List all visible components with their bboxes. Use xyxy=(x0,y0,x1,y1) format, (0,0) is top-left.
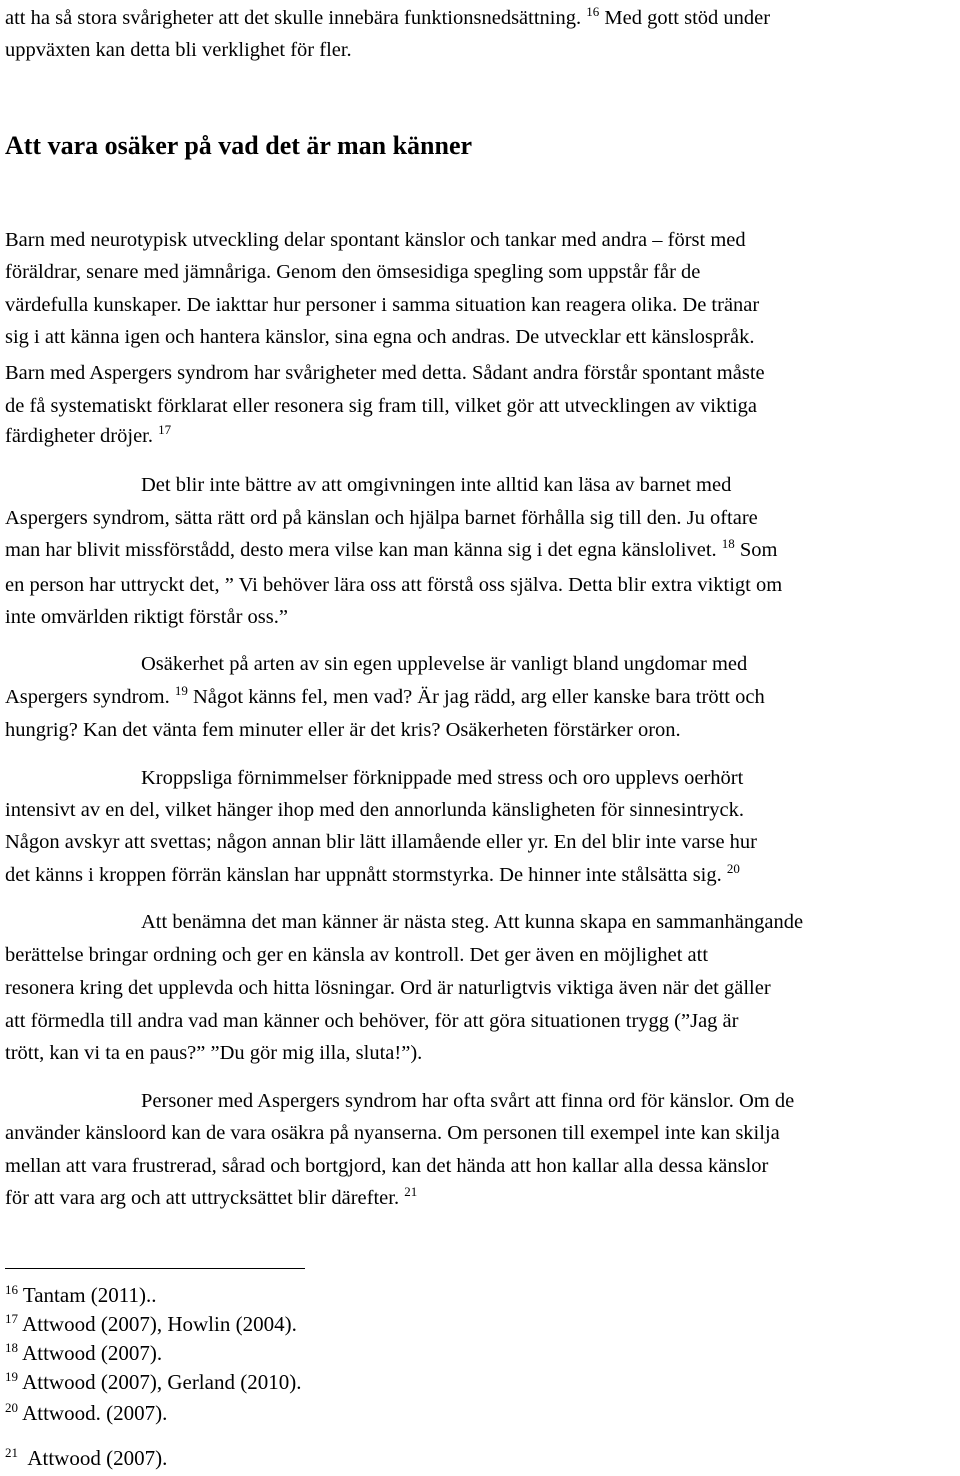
text-run: värdefulla kunskaper. De iakttar hur personer i samma situation kan reagera olika. De tränar xyxy=(5,294,760,316)
text-run: Personer med Aspergers syndrom har ofta svårt att finna ord för känslor. Om de xyxy=(141,1090,795,1112)
body-text-line xyxy=(5,1185,417,1211)
text-run: Attwood (2007), Gerland (2010). xyxy=(18,1370,302,1394)
text-run: Barn med neurotypisk utveckling delar spontant känslor och tankar med andra – först med xyxy=(5,229,746,251)
body-text-line xyxy=(5,324,754,350)
text-run: använder känsloord kan de vara osäkra på nyanserna. Om personen till exempel inte kan skilja xyxy=(5,1122,780,1144)
body-text-line xyxy=(5,1040,422,1066)
footnote-ref: 18 xyxy=(5,1340,18,1355)
text-run: berättelse bringar ordning och ger en känsla av kontroll. Det ger även en möjlighet att xyxy=(5,944,709,966)
text-run: resonera kring det upplevda och hitta lösningar. Ord är naturligtvis viktiga även när det gäller xyxy=(5,977,771,999)
body-text-line xyxy=(5,505,758,531)
text-run: föräldrar, senare med jämnåriga. Genom den ömsesidiga spegling som uppstår får de xyxy=(5,261,701,283)
text-run: att förmedla till andra vad man känner och behöver, för att göra situationen trygg (”Jag är xyxy=(5,1010,739,1032)
footnote xyxy=(5,1282,157,1308)
text-run: mellan att vara frustrerad, sårad och bortgjord, kan det hända att hon kallar alla dessa känslor xyxy=(5,1155,769,1177)
text-run: Tantam (2011).. xyxy=(18,1283,157,1307)
footnote-ref: 16 xyxy=(5,1282,18,1297)
body-text-line xyxy=(141,651,747,677)
body-text-line xyxy=(5,717,681,743)
text-run: Att benämna det man känner är nästa steg. Att kunna skapa en sammanhängande xyxy=(141,911,804,933)
text-run: man har blivit missförstådd, desto mera vilse kan man känna sig i det egna känslolivet. xyxy=(5,539,722,561)
footnote-ref: 21 xyxy=(404,1184,418,1200)
text-run: Det blir inte bättre av att omgivningen inte alltid kan läsa av barnet med xyxy=(141,474,732,496)
text-run: Aspergers syndrom, sätta rätt ord på känslan och hjälpa barnet förhålla sig till den. Ju oftare xyxy=(5,507,758,529)
footnote-ref: 20 xyxy=(726,861,740,877)
footnote-ref: 19 xyxy=(174,683,188,699)
text-run: Som xyxy=(734,539,778,561)
body-text-line xyxy=(5,684,765,710)
text-run: Attwood (2007). xyxy=(18,1446,168,1470)
footnote-ref: 16 xyxy=(586,4,600,20)
footnote xyxy=(5,1400,167,1426)
body-text-line xyxy=(5,37,352,63)
body-text-line xyxy=(5,259,700,285)
footnote xyxy=(5,1311,297,1337)
body-text-line xyxy=(5,423,171,449)
body-text-line xyxy=(5,360,765,386)
body-text-line xyxy=(5,797,744,823)
text-run: de få systematiskt förklarat eller resonera sig fram till, vilket gör att utvecklingen av viktiga xyxy=(5,395,757,417)
text-run: Attwood. (2007). xyxy=(18,1401,168,1425)
text-run: Att vara osäker på vad det är man känner xyxy=(5,131,473,160)
text-run: Något känns fel, men vad? Är jag rädd, arg eller kanske bara trött och xyxy=(187,686,765,708)
text-run: att ha så stora svårigheter att det skulle innebära funktionsnedsättning. xyxy=(5,7,587,29)
body-text-line xyxy=(5,1120,780,1146)
text-run: hungrig? Kan det vänta fem minuter eller är det kris? Osäkerheten förstärker oron. xyxy=(5,719,681,741)
footnote xyxy=(5,1340,162,1366)
footnote xyxy=(5,1445,167,1471)
text-run: Attwood (2007). xyxy=(18,1341,163,1365)
body-text-line xyxy=(5,942,708,968)
text-run: det känns i kroppen förrän känslan har uppnått stormstyrka. De hinner inte stålsätta sig. xyxy=(5,864,727,886)
text-run: intensivt av en del, vilket hänger ihop med den annorlunda känsligheten för sinnesintryck. xyxy=(5,799,744,821)
body-text-line xyxy=(5,292,759,318)
body-text-line xyxy=(5,862,740,888)
text-run: Aspergers syndrom. xyxy=(5,686,175,708)
text-run: Barn med Aspergers syndrom har svårigheter med detta. Sådant andra förstår spontant måste xyxy=(5,362,765,384)
text-run: trött, kan vi ta en paus?” ”Du gör mig illa, sluta!”). xyxy=(5,1042,423,1064)
body-text-line xyxy=(141,909,803,935)
text-run: Kroppsliga förnimmelser förknippade med stress och oro upplevs oerhört xyxy=(141,767,744,789)
text-run: Attwood (2007), Howlin (2004). xyxy=(18,1312,297,1336)
text-run: för att vara arg och att uttrycksättet blir därefter. xyxy=(5,1187,405,1209)
footnote-ref: 21 xyxy=(5,1445,18,1460)
body-text-line xyxy=(5,537,778,563)
body-text-line xyxy=(5,1008,739,1034)
section-heading xyxy=(5,130,472,162)
body-text-line xyxy=(5,1153,768,1179)
footnote-ref: 17 xyxy=(158,422,172,438)
footnote-ref: 18 xyxy=(721,536,735,552)
text-run: Osäkerhet på arten av sin egen upplevelse är vanligt bland ungdomar med xyxy=(141,653,748,675)
text-run: Någon avskyr att svettas; någon annan blir lätt illamående eller yr. En del blir inte varse hur xyxy=(5,831,758,853)
text-run: en person har uttryckt det, ” Vi behöver lära oss att förstå oss själva. Detta blir extra viktigt om xyxy=(5,574,783,596)
body-text-line xyxy=(141,472,731,498)
body-text-line xyxy=(5,829,757,855)
footnote xyxy=(5,1369,301,1395)
body-text-line xyxy=(5,975,771,1001)
text-run: färdigheter dröjer. xyxy=(5,425,159,447)
footnote-ref: 20 xyxy=(5,1400,18,1415)
body-text-line xyxy=(5,572,782,598)
text-run: inte omvärlden riktigt förstår oss.” xyxy=(5,606,288,628)
body-text-line xyxy=(5,5,770,31)
footnote-ref: 17 xyxy=(5,1311,18,1326)
body-text-line xyxy=(5,227,746,253)
text-run: uppväxten kan detta bli verklighet för fler. xyxy=(5,39,352,61)
body-text-line xyxy=(5,393,757,419)
footnote-separator xyxy=(5,1268,305,1269)
body-text-line xyxy=(141,765,743,791)
text-run: Med gott stöd under xyxy=(599,7,771,29)
body-text-line xyxy=(5,604,288,630)
body-text-line xyxy=(141,1088,794,1114)
footnote-ref: 19 xyxy=(5,1369,18,1384)
text-run: sig i att känna igen och hantera känslor, sina egna och andras. De utvecklar ett känslospråk. xyxy=(5,326,755,348)
